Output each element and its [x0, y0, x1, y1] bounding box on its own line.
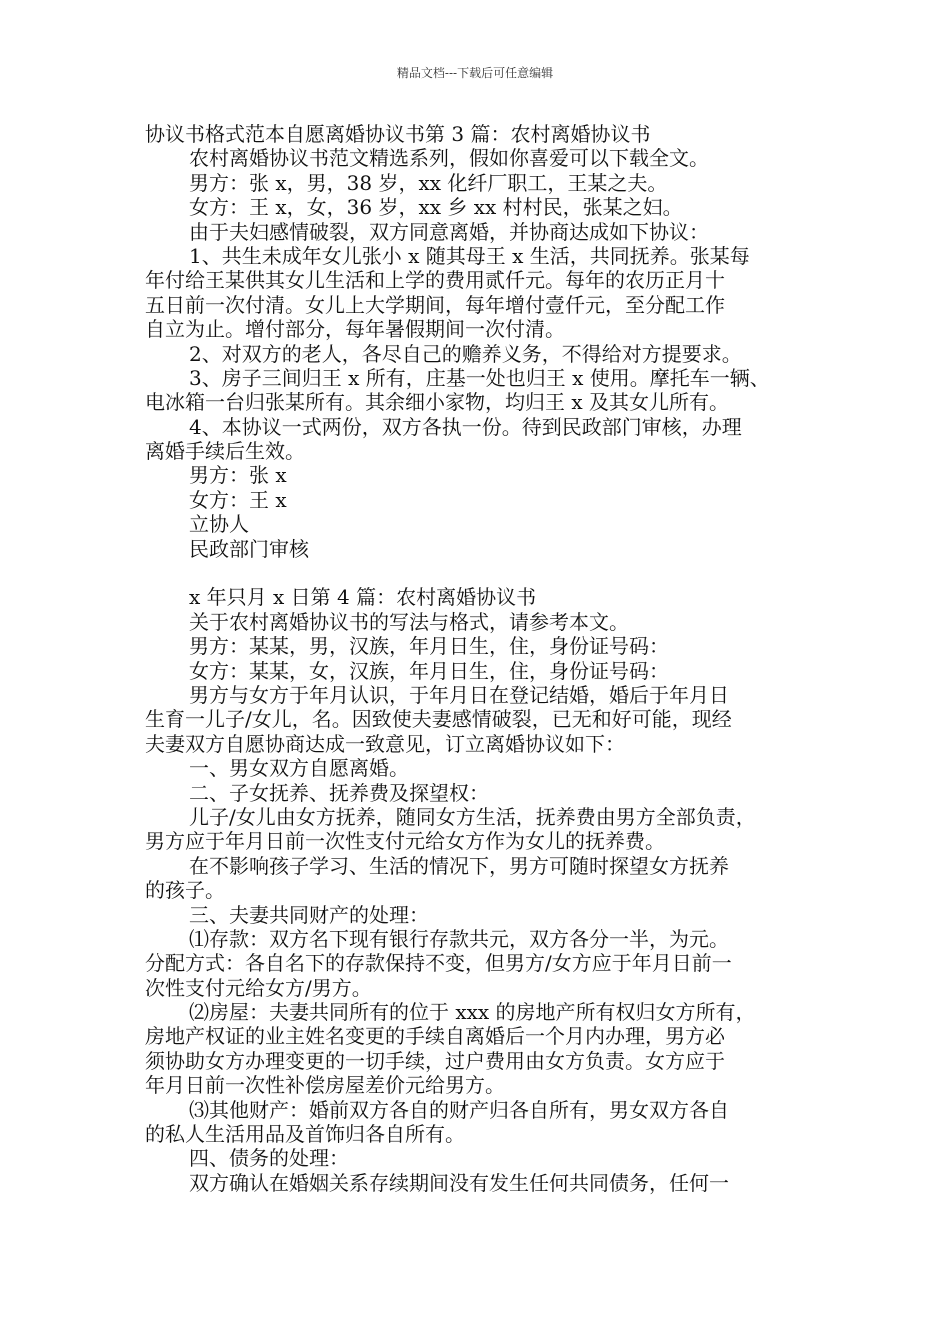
text-line: ⑵房屋：夫妻共同所有的位于 xxx 的房地产所有权归女方所有，: [189, 1000, 756, 1025]
text-line: 年付给王某供其女儿生活和上学的费用贰仟元。每年的农历正月十: [145, 268, 725, 293]
text-line: 3、房子三间归王 x 所有，庄基一处也归王 x 使用。摩托车一辆、: [189, 365, 770, 390]
text-line: 须协助女方办理变更的一切手续，过户费用由女方负责。女方应于: [145, 1048, 725, 1073]
text-line: 立协人: [189, 512, 249, 537]
text-line: 由于夫妇感情破裂，双方同意离婚，并协商达成如下协议：: [189, 219, 709, 244]
text-line: 的私人生活用品及首饰归各自所有。: [145, 1122, 465, 1147]
text-line: 1、共生未成年女儿张小 x 随其母王 x 生活，共同抚养。张某每: [189, 243, 750, 268]
text-line: 自立为止。增付部分，每年暑假期间一次付清。: [145, 317, 565, 342]
text-line: 男方：张 x: [189, 463, 287, 488]
text-line: 男方：某某，男，汉族，年月日生，住，身份证号码：: [189, 634, 669, 659]
text-line: 男方应于年月日前一次性支付元给女方作为女儿的抚养费。: [145, 829, 665, 854]
text-line: 三、夫妻共同财产的处理：: [189, 902, 429, 927]
text-line: 四、债务的处理：: [189, 1146, 349, 1171]
text-line: 在不影响孩子学习、生活的情况下，男方可随时探望女方抚养: [189, 853, 729, 878]
text-line: 男方：张 x，男，38 岁，xx 化纤厂职工，王某之夫。: [189, 170, 668, 195]
text-line: 二、子女抚养、抚养费及探望权：: [189, 780, 489, 805]
text-line: 4、本协议一式两份，双方各执一份。待到民政部门审核，办理: [189, 414, 742, 439]
text-line: 一、男女双方自愿离婚。: [189, 756, 409, 781]
text-line: ⑶其他财产：婚前双方各自的财产归各自所有，男女双方各自: [189, 1097, 729, 1122]
text-line: 农村离婚协议书范文精选系列，假如你喜爱可以下载全文。: [189, 146, 709, 171]
document-body: [145, 122, 815, 1195]
text-line: 分配方式：各自名下的存款保持不变，但男方/女方应于年月日前一: [145, 951, 732, 976]
blank-line: [145, 561, 815, 585]
text-line: 儿子/女儿由女方抚养，随同女方生活，抚养费由男方全部负责，: [189, 804, 756, 829]
text-line: ⑴存款：双方名下现有银行存款共元，双方各分一半，为元。: [189, 926, 729, 951]
text-line: 男方与女方于年月认识，于年月日在登记结婚，婚后于年月日: [189, 682, 729, 707]
text-line: 女方：某某，女，汉族，年月日生，住，身份证号码：: [189, 658, 669, 683]
page-header: 精品文档---下载后可任意编辑: [396, 66, 554, 80]
text-line: 年月日前一次性补偿房屋差价元给男方。: [145, 1073, 505, 1098]
text-line: 女方：王 x: [189, 487, 287, 512]
text-line: x 年只月 x 日第 4 篇：农村离婚协议书: [189, 585, 537, 610]
text-line: 次性支付元给女方/男方。: [145, 975, 372, 1000]
text-line: 离婚手续后生效。: [145, 439, 305, 464]
text-line: 房地产权证的业主姓名变更的手续自离婚后一个月内办理，男方必: [145, 1024, 725, 1049]
text-line: 夫妻双方自愿协商达成一致意见，订立离婚协议如下：: [145, 731, 625, 756]
text-line: 关于农村离婚协议书的写法与格式，请参考本文。: [189, 609, 629, 634]
text-line: 民政部门审核: [189, 536, 309, 561]
text-line: 生育一儿子/女儿，名。因致使夫妻感情破裂，已无和好可能，现经: [145, 707, 732, 732]
text-line: 协议书格式范本自愿离婚协议书第 3 篇：农村离婚协议书: [145, 122, 651, 146]
text-line: 女方：王 x，女，36 岁，xx 乡 xx 村村民，张某之妇。: [189, 195, 683, 220]
text-line: 五日前一次付清。女儿上大学期间，每年增付壹仟元，至分配工作: [145, 292, 725, 317]
text-line: 的孩子。: [145, 878, 225, 903]
text-line: 2、对双方的老人，各尽自己的赡养义务，不得给对方提要求。: [189, 341, 742, 366]
text-line: 电冰箱一台归张某所有。其余细小家物，均归王 x 及其女儿所有。: [145, 390, 729, 415]
text-line: 双方确认在婚姻关系存续期间没有发生任何共同债务，任何一: [189, 1170, 729, 1195]
